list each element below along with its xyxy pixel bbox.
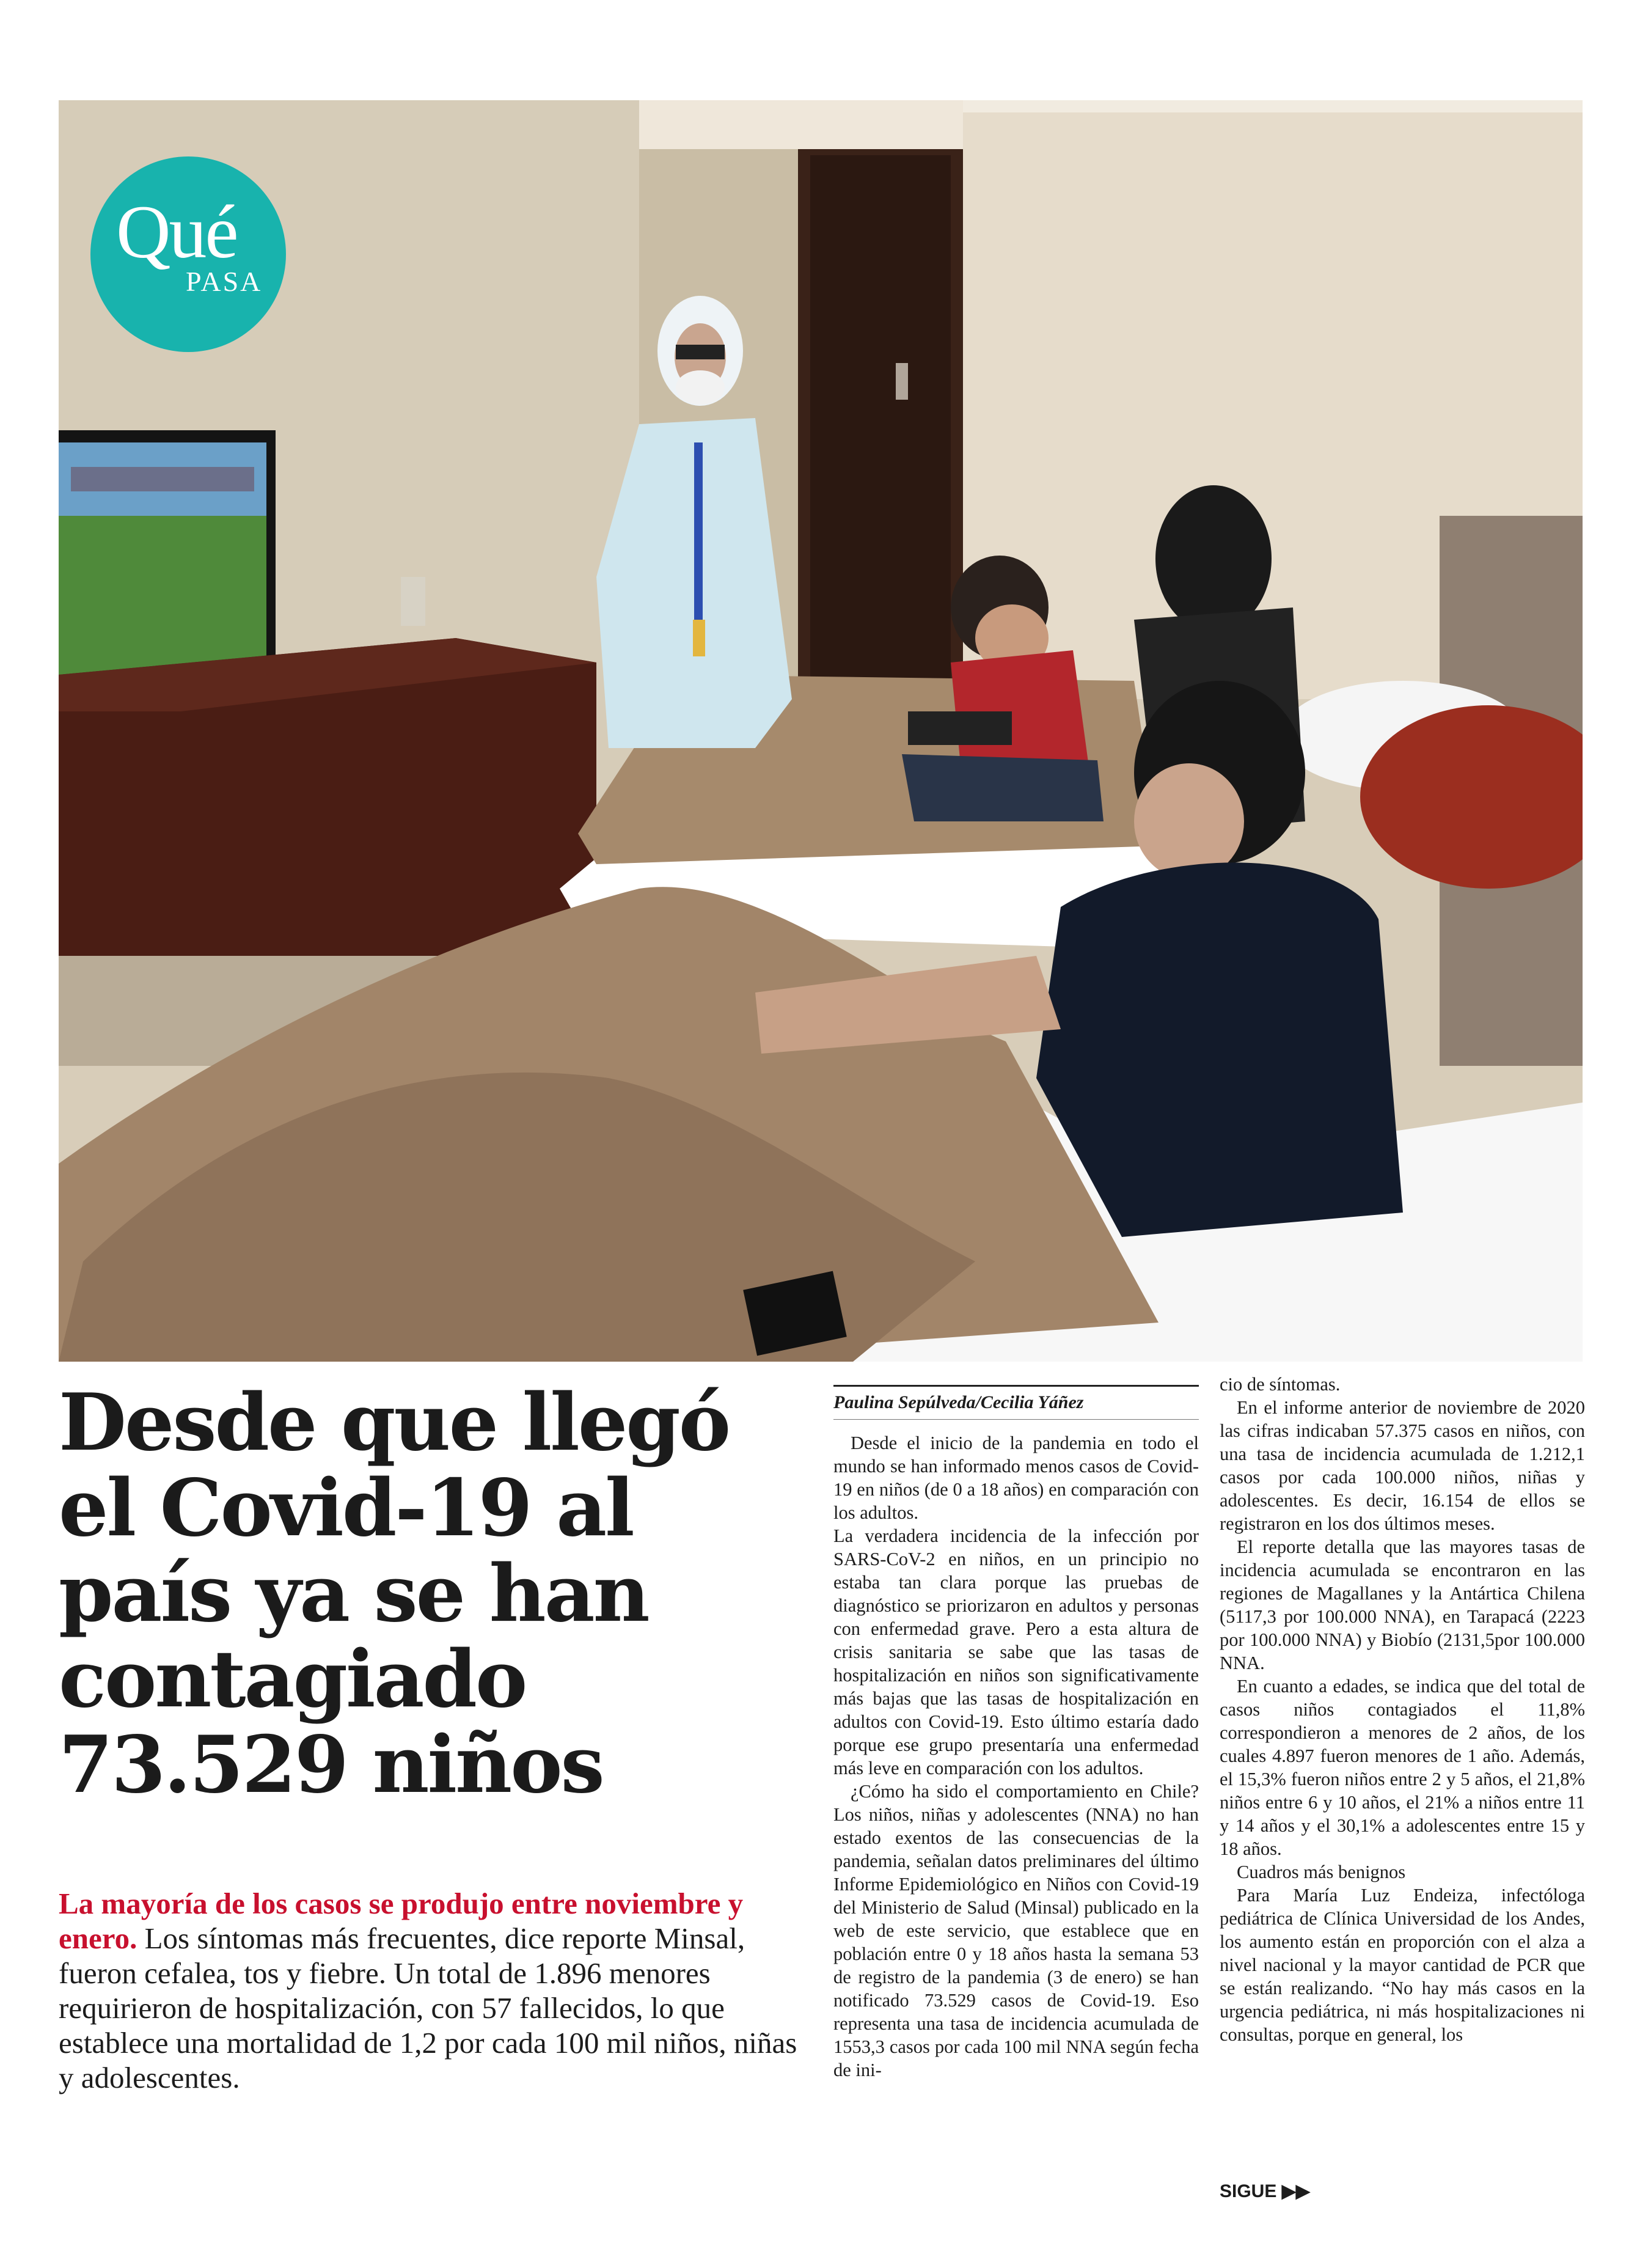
logo-sub-text: PASA: [186, 266, 263, 297]
headline: Desde que llegó el Covid-19 al país ya se han contagiado 73.529 niños: [59, 1377, 730, 1811]
hero-photo: [59, 100, 1583, 1362]
logo-main-text: Qué: [116, 190, 237, 274]
paragraph: cio de síntomas.: [1220, 1374, 1341, 1395]
byline-top-rule: [833, 1385, 1199, 1387]
deck-text: Los síntomas más frecuentes, dice reporte Minsal, fueron cefalea, tos y fiebre. Un total de 1.896 menores requirieron de hospitalización, con 57 fallecidos, lo que establece una mortalidad de 1,2 por cada 100 mil niños, niñas y adolescentes.: [59, 1921, 797, 2094]
paragraph: En el informe anterior de noviembre de 2020 las cifras indicaban 57.375 casos en niños, con una tasa de incidencia acumulada de 1.212,1 casos por cada 100.000 niños, niñas y adolescentes. Es decir, 16.154 de ellos se registraron en los dos últimos meses.: [1220, 1397, 1585, 1534]
continue-marker: SIGUE ▶▶: [1220, 2181, 1310, 2201]
paragraph: El reporte detalla que las mayores tasas de incidencia acumulada se encontraron en las regiones de Magallanes y la Antártica Chilena (5117,3 por 100.000 NNA), en Tarapacá (2223 por 100.000 NNA) y Biobío (2131,5por 100.000 NNA.: [1220, 1536, 1585, 1673]
paragraph: En cuanto a edades, se indica que del total de casos niños contagiados el 11,8% correspondieron a menores de 2 años, de los cuales 4.897 fueron menores de 1 año. Además, el 15,3% fueron niños entre 2 y 5 años, el 21,8% niños entre 6 y 10 años, el 21% a niños entre 11 y 14 años y el 30,1% a adolescentes entre 15 y 18 años.: [1220, 1676, 1585, 1859]
subheading: Cuadros más benignos: [1237, 1862, 1406, 1882]
paragraph: La verdadera incidencia de la infección por SARS-CoV-2 en niños, en un principio no estaba tan clara porque las pruebas de diagnóstico se priorizaron en adultos y personas con enfermedad grave. Pero a esta altura de crisis sanitaria se sabe que las tasas de hospitalización en niños son significativamente más bajas que las tasas de hospitalización en adultos con Covid-19. Esto último estaría dado porque ese grupo presentaría una enfermedad más leve en comparación con los adultos.: [833, 1525, 1199, 1778]
paragraph: ¿Cómo ha sido el comportamiento en Chile? Los niños, niñas y adolescentes (NNA) no han estado exentos de las consecuencias de la pandemia, señalan datos preliminares del último Informe Epidemiológico en Niños con Covid-19 del Ministerio de Salud (Minsal) publicado en la web de este servicio, que establece que en población entre 0 y 18 años hasta la semana 53 de registro de la pandemia (3 de enero) se han notificado 73.529 casos de Covid-19. Eso representa una tasa de incidencia acumulada de 1553,3 casos por cada 100 mil NNA según fecha de ini-: [833, 1781, 1199, 2080]
byline: Paulina Sepúlveda/Cecilia Yáñez: [833, 1392, 1084, 1412]
hospital-room-photo-icon: [59, 100, 1583, 1362]
article-column-1: [833, 1431, 1199, 2195]
paragraph: Para María Luz Endeiza, infectóloga pediátrica de Clínica Universidad de los Andes, los aumento están en proporción con el alza a nivel nacional y la mayor cantidad de PCR que se están realizando. “No hay más casos en la urgencia pediátrica, ni más hospitalizaciones ni consultas, porque en general, los: [1220, 1885, 1585, 2045]
paragraph: Desde el inicio de la pandemia en todo el mundo se han informado menos casos de Covid-19 en niños (de 0 a 18 años) en comparación con los adultos.: [833, 1433, 1199, 1523]
article-column-2: [1220, 1373, 1585, 2185]
deck: [59, 1886, 816, 2095]
deck-lead: La mayoría de los casos se produjo entre noviembre y enero.: [59, 1887, 744, 1955]
que-pasa-logo: [90, 156, 286, 352]
byline-bottom-rule: [833, 1419, 1199, 1420]
